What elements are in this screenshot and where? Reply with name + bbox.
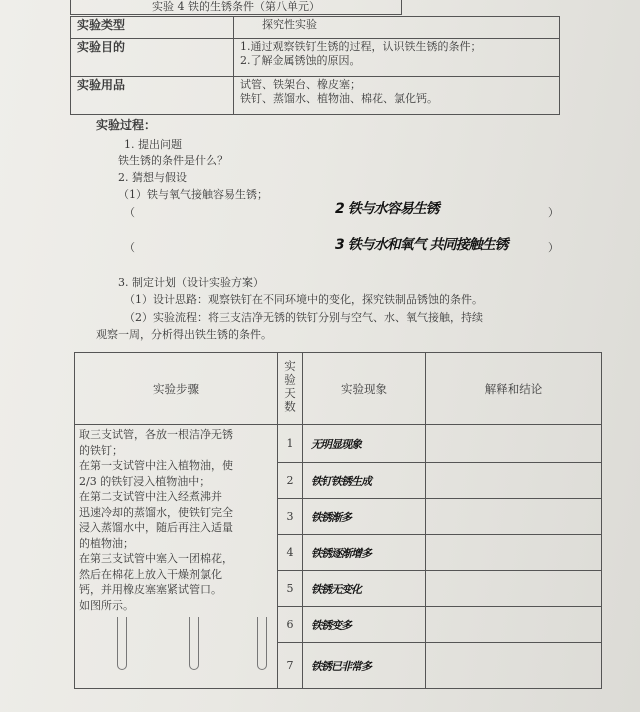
- experiment-title: 实验 4 铁的生锈条件（第八单元）: [70, 0, 402, 15]
- conclusion-1: [426, 425, 602, 463]
- plan-2a: （2）实验流程：将三支洁净无锈的铁钉分别与空气、水、氧气接触，持续: [124, 311, 483, 324]
- step-line: 的植物油；: [79, 536, 134, 550]
- hypothesis-1: （1）铁与氧气接触容易生锈；: [118, 188, 268, 201]
- observation-7: 铁锈已非常多: [303, 643, 426, 689]
- day-6: 6: [278, 607, 303, 643]
- conclusion-5: [426, 571, 602, 607]
- step-line: 浸入蒸馏水中，随后再注入适量: [79, 521, 233, 534]
- hypothesis-2-close: ）: [548, 206, 559, 219]
- question-text: 铁生锈的条件是什么？: [118, 154, 228, 167]
- conclusion-2: [426, 463, 602, 499]
- day-1: 1: [278, 425, 303, 463]
- observation-6: 铁锈变多: [303, 607, 426, 643]
- hypothesis-3-answer: 3 铁与水和氧气 共同接触生锈: [335, 237, 508, 253]
- step-line: 的铁钉；: [79, 443, 123, 457]
- observation-3: 铁锈渐多: [303, 499, 426, 535]
- plan-1: （1）设计思路：观察铁钉在不同环境中的变化，探究铁制品锈蚀的条件。: [124, 293, 483, 306]
- plan-title: 3. 制定计划（设计实验方案）: [118, 276, 264, 289]
- table-row: [75, 425, 602, 463]
- hypothesis-3-open: （: [124, 241, 135, 254]
- day-7: 7: [278, 643, 303, 689]
- step-line: 在第二支试管中注入经煮沸并: [79, 490, 222, 503]
- plan-2b: 观察一周，分析得出铁生锈的条件。: [96, 328, 272, 341]
- header-days: 实验天数: [278, 353, 303, 425]
- header-conclusion: 解释和结论: [426, 353, 602, 425]
- test-tube-3: [257, 617, 267, 670]
- step-line: 如图所示。: [79, 598, 134, 612]
- conclusion-3: [426, 499, 602, 535]
- step-line: 然后在棉花上放入干燥剂氯化: [79, 567, 222, 581]
- question-title: 1. 提出问题: [124, 138, 182, 151]
- hypothesis-3-close: ）: [548, 241, 559, 254]
- observation-table: [74, 352, 602, 689]
- materials-label: 实验用品: [71, 77, 234, 115]
- conclusion-6: [426, 607, 602, 643]
- purpose-label: 实验目的: [71, 39, 234, 77]
- observation-4: 铁锈逐渐增多: [303, 535, 426, 571]
- purpose-value: 1.通过观察铁钉生锈的过程，认识铁生锈的条件； 2.了解金属锈蚀的原因。: [234, 39, 560, 77]
- step-line: 取三支试管，各放一根洁净无锈: [79, 428, 233, 441]
- step-line: 在第三支试管中塞入一团棉花，: [79, 552, 233, 565]
- step-line: 2/3 的铁钉浸入植物油中；: [79, 474, 211, 488]
- hypothesis-2-open: （: [124, 206, 135, 219]
- process-heading: 实验过程：: [96, 118, 157, 132]
- hypothesis-title: 2. 猜想与假设: [118, 171, 187, 184]
- hypothesis-2-answer: 2 铁与水容易生锈: [335, 201, 439, 217]
- observation-5: 铁锈无变化: [303, 571, 426, 607]
- conclusion-4: [426, 535, 602, 571]
- materials-value: 试管、铁架台、橡皮塞； 铁钉、蒸馏水、植物油、棉花、氯化钙。: [234, 77, 560, 115]
- day-2: 2: [278, 463, 303, 499]
- test-tube-2: [189, 617, 199, 670]
- day-3: 3: [278, 499, 303, 535]
- header-observation: 实验现象: [303, 353, 426, 425]
- observation-2: 铁钉铁锈生成: [303, 463, 426, 499]
- step-line: 迅速冷却的蒸馏水，使铁钉完全: [79, 505, 233, 519]
- steps-cell: [75, 425, 278, 689]
- conclusion-7: [426, 643, 602, 689]
- test-tube-figure: [79, 613, 273, 669]
- day-4: 4: [278, 535, 303, 571]
- test-tube-1: [117, 617, 127, 670]
- step-line: 钙，并用橡皮塞塞紧试管口。: [79, 583, 222, 596]
- header-steps: 实验步骤: [75, 353, 278, 425]
- info-table: [70, 16, 560, 115]
- type-label: 实验类型: [71, 17, 234, 39]
- step-line: 在第一支试管中注入植物油，使: [79, 459, 233, 472]
- observation-1: 无明显现象: [303, 425, 426, 463]
- day-5: 5: [278, 571, 303, 607]
- type-value: 探究性实验: [234, 17, 560, 39]
